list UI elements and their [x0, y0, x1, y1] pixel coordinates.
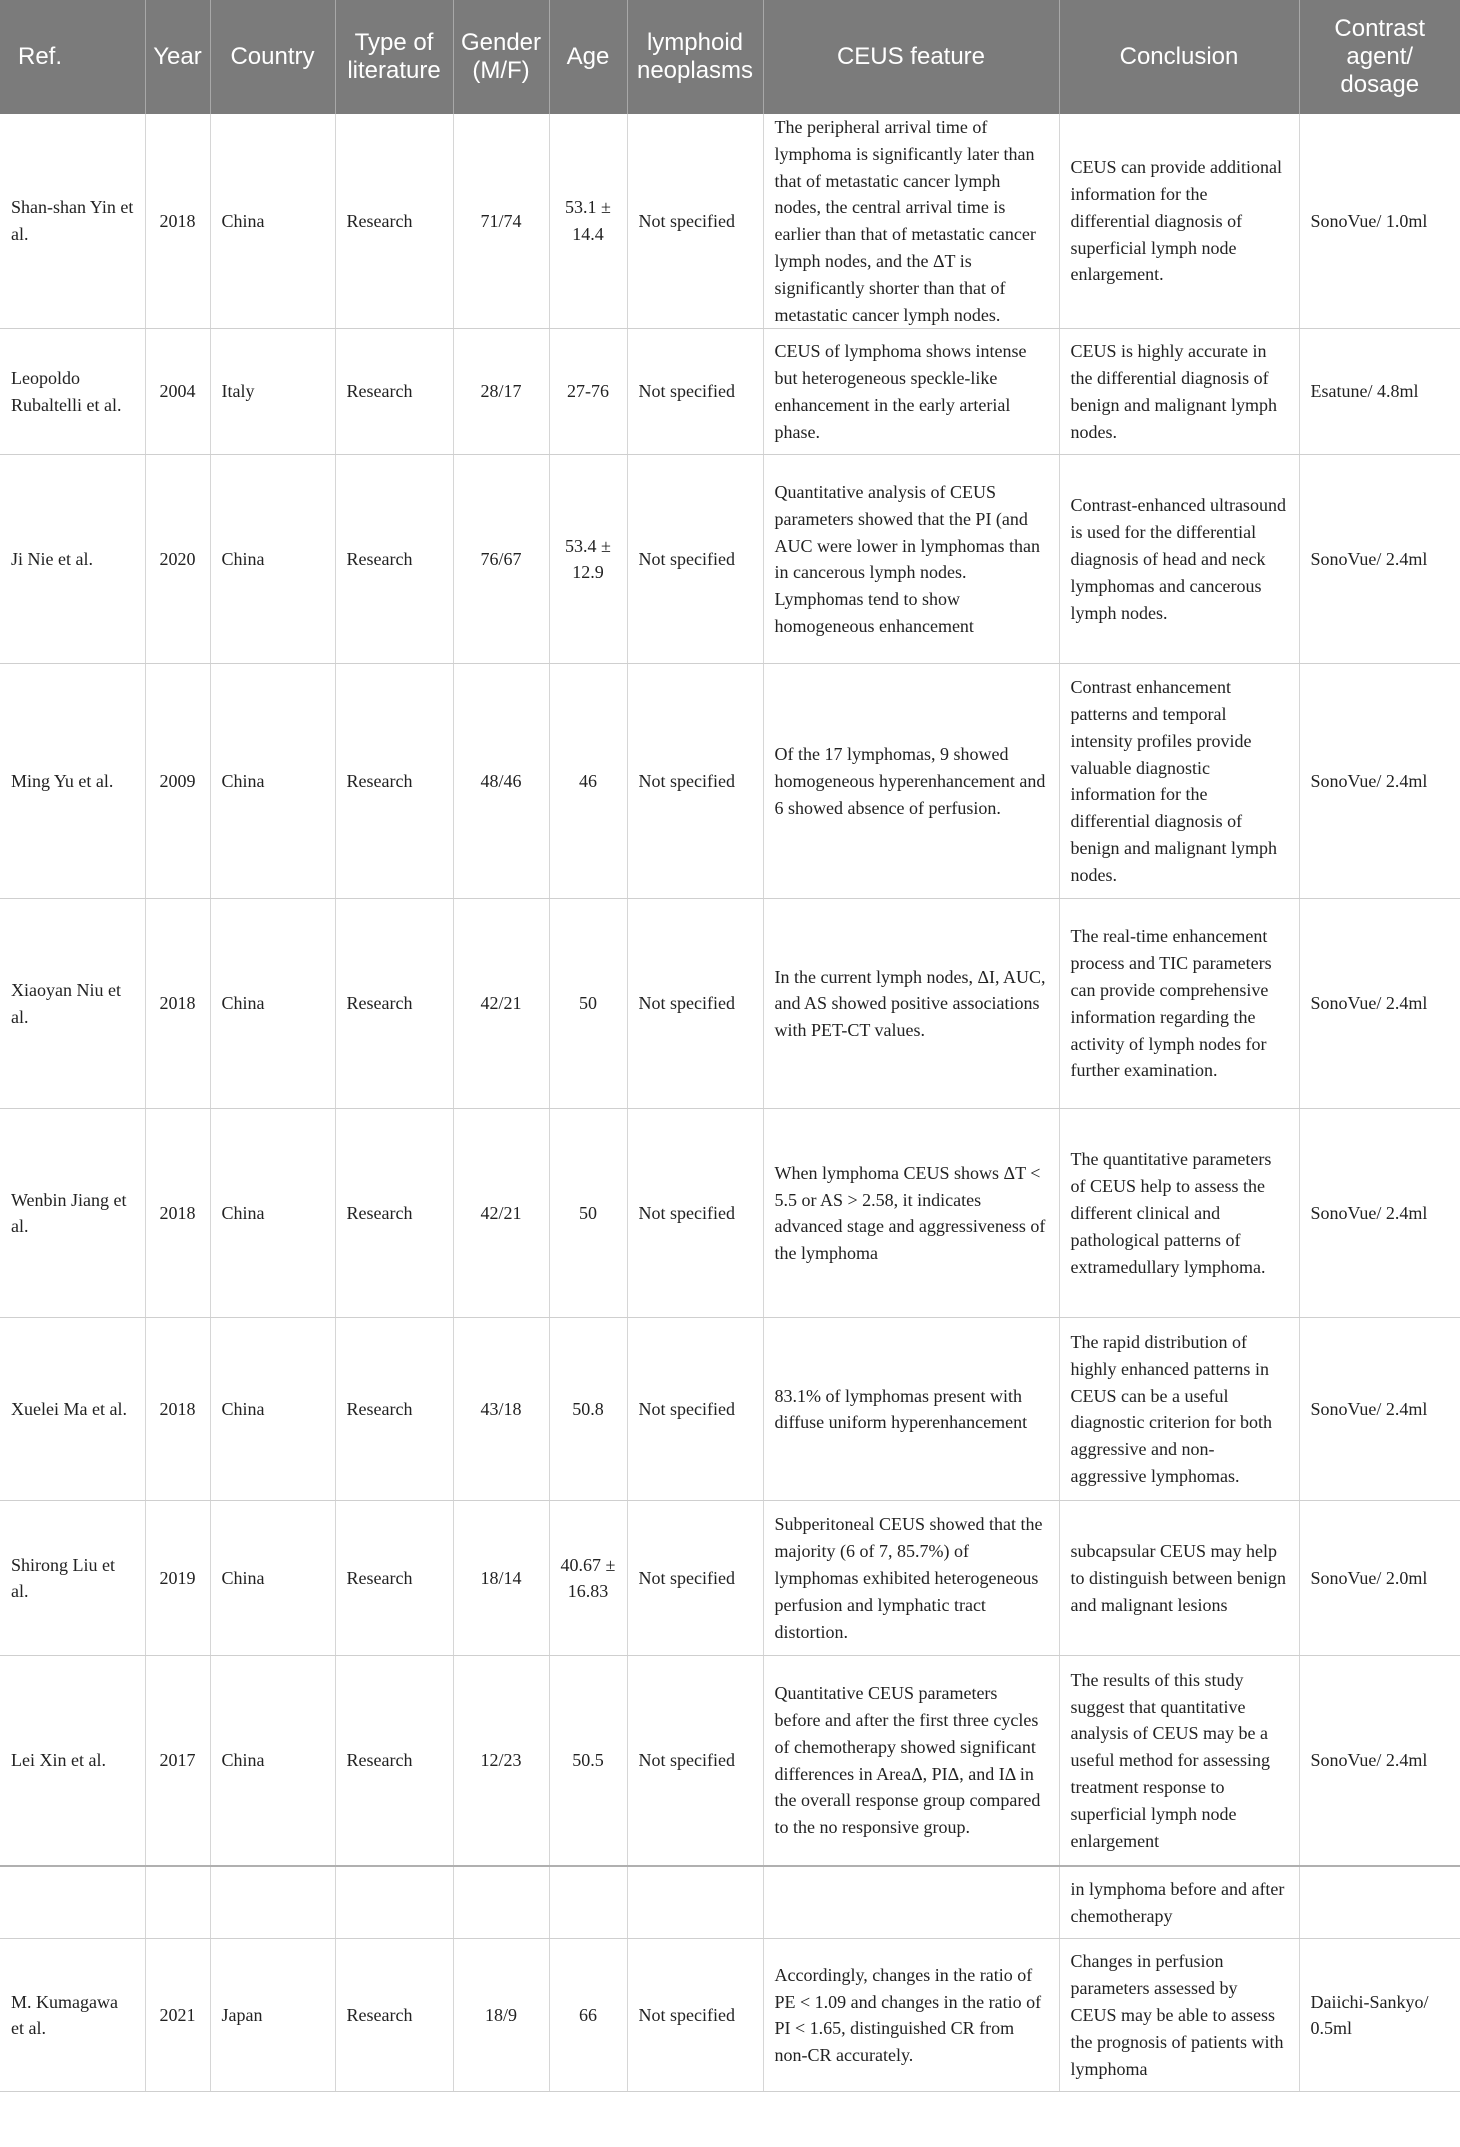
cell-conclusion: The quantitative parameters of CEUS help to assess the different clinical and pathological patterns of extramedullary lymphoma.	[1059, 1109, 1299, 1318]
cell-country: China	[210, 1501, 335, 1656]
cell-ceus-feature: Quantitative CEUS parameters before and after the first three cycles of chemotherapy showed significant differences in AreaΔ, PIΔ, and IΔ in the overall response group compared to the no responsive group.	[763, 1656, 1059, 1866]
table-row	[0, 899, 1460, 1109]
cell-contrast-agent	[1299, 1866, 1460, 1939]
header-gender: Gender (M/F)	[453, 0, 549, 114]
cell-age: 46	[549, 664, 627, 899]
cell-neoplasms: Not specified	[627, 1318, 763, 1501]
cell-neoplasms: Not specified	[627, 455, 763, 664]
cell-conclusion: The rapid distribution of highly enhanced patterns in CEUS can be a useful diagnostic criterion for both aggressive and non-aggressive lymphomas.	[1059, 1318, 1299, 1501]
cell-year: 2018	[145, 899, 210, 1109]
cell-country: China	[210, 1656, 335, 1866]
cell-ref: Wenbin Jiang et al.	[0, 1109, 145, 1318]
table-row	[0, 1939, 1460, 2092]
cell-country: Japan	[210, 1939, 335, 2092]
cell-neoplasms	[627, 1866, 763, 1939]
cell-type: Research	[335, 329, 453, 455]
cell-year: 2021	[145, 1939, 210, 2092]
cell-gender: 42/21	[453, 1109, 549, 1318]
cell-neoplasms: Not specified	[627, 1939, 763, 2092]
cell-conclusion: subcapsular CEUS may help to distinguish between benign and malignant lesions	[1059, 1501, 1299, 1656]
header-country: Country	[210, 0, 335, 114]
cell-ref: Xuelei Ma et al.	[0, 1318, 145, 1501]
cell-type: Research	[335, 1318, 453, 1501]
cell-ref: Ming Yu et al.	[0, 664, 145, 899]
header-year: Year	[145, 0, 210, 114]
cell-gender	[453, 1866, 549, 1939]
cell-ref	[0, 1866, 145, 1939]
table-row	[0, 114, 1460, 329]
cell-conclusion: CEUS can provide additional information for the differential diagnosis of superficial lymph node enlargement.	[1059, 114, 1299, 329]
cell-ref: Shan-shan Yin et al.	[0, 114, 145, 329]
cell-country: Italy	[210, 329, 335, 455]
cell-type: Research	[335, 1501, 453, 1656]
table-row	[0, 455, 1460, 664]
cell-conclusion: CEUS is highly accurate in the differential diagnosis of benign and malignant lymph nodes.	[1059, 329, 1299, 455]
header-age: Age	[549, 0, 627, 114]
cell-neoplasms: Not specified	[627, 114, 763, 329]
cell-neoplasms: Not specified	[627, 899, 763, 1109]
cell-year: 2019	[145, 1501, 210, 1656]
cell-country: China	[210, 664, 335, 899]
cell-year: 2020	[145, 455, 210, 664]
cell-country: China	[210, 114, 335, 329]
cell-conclusion: The real-time enhancement process and TIC parameters can provide comprehensive information regarding the activity of lymph nodes for further examination.	[1059, 899, 1299, 1109]
cell-country: China	[210, 455, 335, 664]
cell-type: Research	[335, 899, 453, 1109]
cell-ceus-feature	[763, 1866, 1059, 1939]
cell-conclusion: The results of this study suggest that quantitative analysis of CEUS may be a useful method for assessing treatment response to superficial lymph node enlargement	[1059, 1656, 1299, 1866]
cell-conclusion: Changes in perfusion parameters assessed by CEUS may be able to assess the prognosis of patients with lymphoma	[1059, 1939, 1299, 2092]
cell-neoplasms: Not specified	[627, 664, 763, 899]
cell-neoplasms: Not specified	[627, 329, 763, 455]
cell-type: Research	[335, 664, 453, 899]
cell-ceus-feature: Of the 17 lymphomas, 9 showed homogeneous hyperenhancement and 6 showed absence of perfusion.	[763, 664, 1059, 899]
cell-type: Research	[335, 1656, 453, 1866]
cell-ceus-feature: Subperitoneal CEUS showed that the majority (6 of 7, 85.7%) of lymphomas exhibited heterogeneous perfusion and lymphatic tract distortion.	[763, 1501, 1059, 1656]
cell-contrast-agent: Daiichi-Sankyo/ 0.5ml	[1299, 1939, 1460, 2092]
header-conclusion: Conclusion	[1059, 0, 1299, 114]
cell-type: Research	[335, 1939, 453, 2092]
cell-gender: 18/9	[453, 1939, 549, 2092]
cell-contrast-agent: SonoVue/ 2.4ml	[1299, 1318, 1460, 1501]
cell-year: 2018	[145, 1318, 210, 1501]
cell-ceus-feature: The peripheral arrival time of lymphoma is significantly later than that of metastatic cancer lymph nodes, the central arrival time is earlier than that of metastatic cancer lymph nodes, and the ΔT is significantly shorter than that of metastatic cancer lymph nodes.	[763, 114, 1059, 329]
cell-type: Research	[335, 114, 453, 329]
header-type: Type of literature	[335, 0, 453, 114]
table-row	[0, 1109, 1460, 1318]
cell-conclusion: Contrast enhancement patterns and temporal intensity profiles provide valuable diagnostic information for the differential diagnosis of benign and malignant lymph nodes.	[1059, 664, 1299, 899]
cell-age: 50.5	[549, 1656, 627, 1866]
cell-conclusion: Contrast-enhanced ultrasound is used for the differential diagnosis of head and neck lymphomas and cancerous lymph nodes.	[1059, 455, 1299, 664]
cell-ceus-feature: In the current lymph nodes, ΔI, AUC, and AS showed positive associations with PET-CT values.	[763, 899, 1059, 1109]
cell-gender: 71/74	[453, 114, 549, 329]
cell-gender: 43/18	[453, 1318, 549, 1501]
cell-country	[210, 1866, 335, 1939]
cell-ref: M. Kumagawa et al.	[0, 1939, 145, 2092]
header-ceus-feature: CEUS feature	[763, 0, 1059, 114]
cell-gender: 18/14	[453, 1501, 549, 1656]
cell-contrast-agent: SonoVue/ 2.4ml	[1299, 1109, 1460, 1318]
cell-contrast-agent: SonoVue/ 2.4ml	[1299, 664, 1460, 899]
cell-type	[335, 1866, 453, 1939]
cell-ref: Leopoldo Rubaltelli et al.	[0, 329, 145, 455]
header-row	[0, 0, 1460, 114]
cell-age: 66	[549, 1939, 627, 2092]
cell-year: 2009	[145, 664, 210, 899]
cell-year: 2004	[145, 329, 210, 455]
table-row	[0, 1318, 1460, 1501]
cell-year: 2018	[145, 1109, 210, 1318]
cell-ceus-feature: 83.1% of lymphomas present with diffuse uniform hyperenhancement	[763, 1318, 1059, 1501]
cell-ceus-feature: CEUS of lymphoma shows intense but heterogeneous speckle-like enhancement in the early arterial phase.	[763, 329, 1059, 455]
cell-ceus-feature: Quantitative analysis of CEUS parameters showed that the PI (and AUC were lower in lymphomas than in cancerous lymph nodes. Lymphomas tend to show homogeneous enhancement	[763, 455, 1059, 664]
cell-neoplasms: Not specified	[627, 1109, 763, 1318]
cell-conclusion: in lymphoma before and after chemotherapy	[1059, 1866, 1299, 1939]
cell-age: 53.1 ± 14.4	[549, 114, 627, 329]
table-row-continuation	[0, 1866, 1460, 1939]
cell-age: 53.4 ± 12.9	[549, 455, 627, 664]
cell-year: 2018	[145, 114, 210, 329]
cell-type: Research	[335, 1109, 453, 1318]
cell-gender: 42/21	[453, 899, 549, 1109]
cell-age: 50	[549, 899, 627, 1109]
cell-contrast-agent: SonoVue/ 2.4ml	[1299, 1656, 1460, 1866]
table-row	[0, 329, 1460, 455]
cell-age: 50	[549, 1109, 627, 1318]
cell-gender: 76/67	[453, 455, 549, 664]
header-ref: Ref.	[0, 0, 145, 114]
cell-country: China	[210, 1109, 335, 1318]
header-contrast-agent: Contrast agent/ dosage	[1299, 0, 1460, 114]
cell-gender: 48/46	[453, 664, 549, 899]
cell-contrast-agent: SonoVue/ 2.4ml	[1299, 899, 1460, 1109]
cell-year: 2017	[145, 1656, 210, 1866]
cell-contrast-agent: Esatune/ 4.8ml	[1299, 329, 1460, 455]
table-row	[0, 664, 1460, 899]
cell-age: 40.67 ± 16.83	[549, 1501, 627, 1656]
cell-ref: Lei Xin et al.	[0, 1656, 145, 1866]
cell-contrast-agent: SonoVue/ 1.0ml	[1299, 114, 1460, 329]
cell-contrast-agent: SonoVue/ 2.0ml	[1299, 1501, 1460, 1656]
cell-gender: 12/23	[453, 1656, 549, 1866]
cell-ref: Shirong Liu et al.	[0, 1501, 145, 1656]
cell-age: 27-76	[549, 329, 627, 455]
cell-gender: 28/17	[453, 329, 549, 455]
table-row	[0, 1501, 1460, 1656]
cell-type: Research	[335, 455, 453, 664]
cell-age: 50.8	[549, 1318, 627, 1501]
cell-contrast-agent: SonoVue/ 2.4ml	[1299, 455, 1460, 664]
cell-neoplasms: Not specified	[627, 1656, 763, 1866]
cell-year	[145, 1866, 210, 1939]
table-row	[0, 1656, 1460, 1866]
cell-age	[549, 1866, 627, 1939]
cell-country: China	[210, 1318, 335, 1501]
cell-neoplasms: Not specified	[627, 1501, 763, 1656]
cell-country: China	[210, 899, 335, 1109]
cell-ceus-feature: Accordingly, changes in the ratio of PE < 1.09 and changes in the ratio of PI < 1.65, distinguished CR from non-CR accurately.	[763, 1939, 1059, 2092]
header-neoplasms: lymphoid neoplasms	[627, 0, 763, 114]
cell-ceus-feature: When lymphoma CEUS shows ΔT < 5.5 or AS > 2.58, it indicates advanced stage and aggressiveness of the lymphoma	[763, 1109, 1059, 1318]
cell-ref: Xiaoyan Niu et al.	[0, 899, 145, 1109]
cell-ref: Ji Nie et al.	[0, 455, 145, 664]
